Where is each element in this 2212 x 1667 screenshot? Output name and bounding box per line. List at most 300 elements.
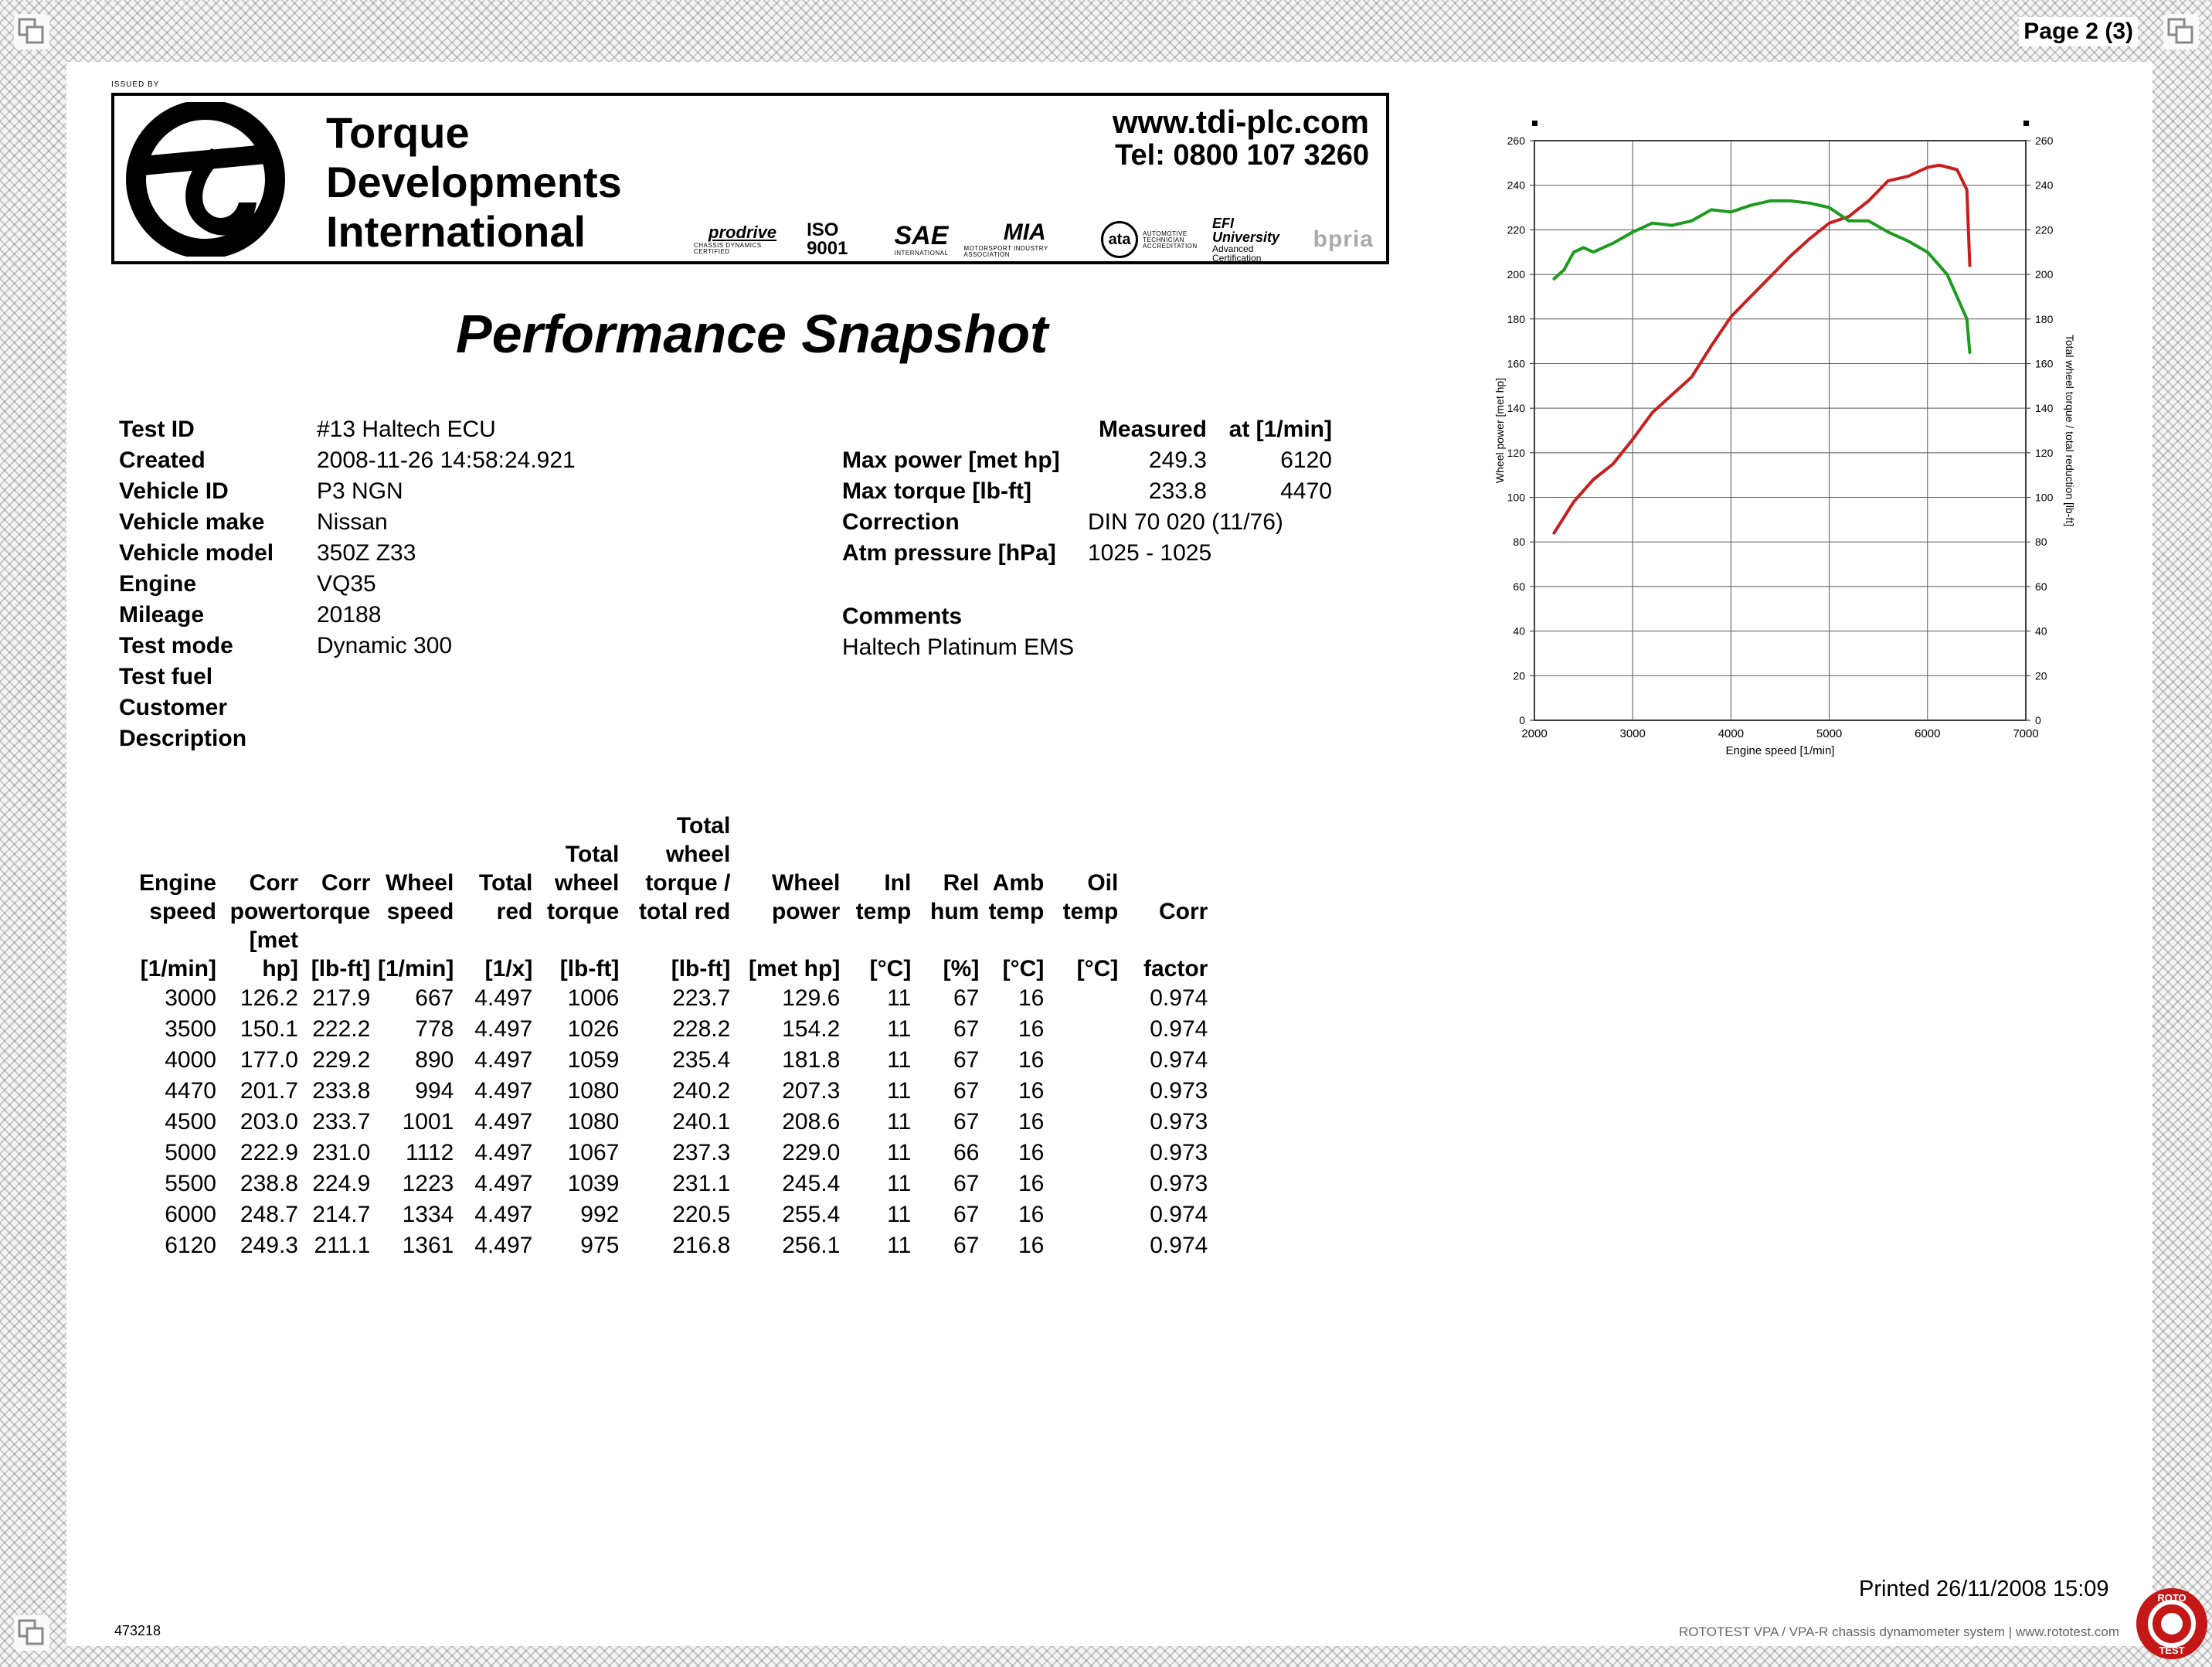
- max-power-row: Max power [met hp] 249.3 6120: [842, 447, 1332, 473]
- column-header: Corr: [249, 870, 298, 896]
- column-header: Inl: [884, 870, 912, 896]
- column-header: [1044, 811, 1118, 840]
- table-cell: 16: [1018, 1016, 1045, 1042]
- printed-timestamp: Printed 26/11/2008 15:09: [1859, 1577, 2109, 1601]
- x-tick-label: 3000: [1619, 727, 1646, 740]
- column-header: Total: [478, 870, 533, 896]
- table-cell: 4000: [165, 1047, 216, 1073]
- y2-tick-label: 220: [2035, 223, 2054, 236]
- corner-marker: [1532, 121, 1538, 126]
- table-cell: 67: [953, 1078, 980, 1104]
- column-header: [%]: [943, 956, 980, 981]
- bpria-logo: bpria: [1313, 226, 1374, 252]
- column-header: [°C]: [869, 956, 912, 981]
- table-row: [131, 1014, 1208, 1045]
- info-value: 20188: [317, 602, 382, 628]
- dyno-chart-svg: [1476, 116, 2094, 773]
- table-row: [131, 1045, 1208, 1076]
- column-header: [1/min]: [140, 956, 216, 981]
- table-cell: 16: [1018, 1171, 1045, 1196]
- info-value: #13 Haltech ECU: [317, 417, 496, 442]
- table-row: [131, 1169, 1208, 1199]
- column-header: [454, 811, 532, 840]
- y2-tick-label: 160: [2035, 357, 2054, 370]
- document-id: 473218: [110, 1621, 165, 1641]
- table-cell: 890: [415, 1047, 454, 1073]
- table-header-row: [131, 897, 1208, 926]
- table-cell: 0.973: [1150, 1109, 1208, 1135]
- info-value: VQ35: [317, 571, 376, 597]
- footer-system-text: ROTOTEST VPA / VPA-R chassis dynamometer system | www.rototest.com: [1676, 1623, 2122, 1641]
- mia-logo: MIA MOTORSPORT INDUSTRY ASSOCIATION: [963, 219, 1048, 258]
- info-row: [119, 507, 576, 538]
- info-label: Mileage: [119, 602, 205, 628]
- column-header: [840, 840, 911, 869]
- column-header: [1/x]: [484, 956, 533, 981]
- table-cell: 11: [887, 1109, 912, 1135]
- info-label: Vehicle make: [119, 509, 265, 535]
- table-cell: 3000: [165, 985, 216, 1011]
- table-cell: 126.2: [240, 985, 298, 1011]
- table-header-row: [131, 926, 1208, 983]
- table-cell: 231.1: [672, 1171, 731, 1196]
- info-label: Test ID: [119, 417, 195, 442]
- table-cell: 67: [953, 1047, 980, 1073]
- table-cell: 67: [953, 1109, 980, 1135]
- x-tick-label: 5000: [1816, 727, 1843, 740]
- column-header: [979, 840, 1044, 869]
- info-row: [119, 723, 576, 754]
- info-label: Customer: [119, 695, 228, 720]
- table-cell: 177.0: [240, 1047, 298, 1073]
- company-line-1: Torque: [326, 108, 470, 157]
- table-cell: 5000: [165, 1140, 216, 1165]
- table-row: [131, 1138, 1208, 1169]
- column-header: [911, 811, 979, 840]
- y2-tick-label: 20: [2035, 669, 2047, 682]
- table-cell: 4500: [165, 1109, 216, 1135]
- table-cell: 256.1: [782, 1233, 841, 1258]
- efi-university-logo: EFI University Advanced Certification: [1212, 216, 1280, 264]
- table-cell: 6120: [165, 1233, 216, 1258]
- page-title: Performance Snapshot: [456, 304, 1048, 364]
- column-header: [lb-ft]: [671, 956, 731, 981]
- table-cell: [1044, 1107, 1118, 1138]
- column-header: Rel: [943, 870, 980, 896]
- info-row: [119, 414, 576, 445]
- table-row: [131, 1199, 1208, 1230]
- column-header: [°C]: [1076, 956, 1119, 981]
- column-header: [370, 811, 454, 840]
- column-header: [lb-ft]: [311, 956, 371, 981]
- results-table: [131, 811, 1208, 1261]
- company-header: [111, 93, 1389, 264]
- table-cell: 11: [887, 1140, 912, 1165]
- table-cell: 203.0: [240, 1109, 298, 1135]
- measured-summary: [842, 414, 1332, 569]
- table-row: [131, 1076, 1208, 1107]
- table-cell: [1044, 1138, 1118, 1169]
- column-header: Corr: [1158, 899, 1208, 924]
- table-cell: 0.973: [1150, 1140, 1208, 1165]
- max-torque-row: Max torque [lb-ft] 233.8 4470: [842, 478, 1332, 504]
- restore-window-icon[interactable]: [14, 1615, 49, 1651]
- table-cell: 229.2: [312, 1047, 371, 1073]
- test-info: [119, 414, 576, 754]
- info-value: Dynamic 300: [317, 633, 453, 658]
- table-cell: 4.497: [474, 1140, 533, 1165]
- table-cell: 0.974: [1150, 1047, 1208, 1073]
- column-header: [216, 840, 298, 869]
- table-cell: 0.973: [1150, 1171, 1208, 1196]
- table-cell: 667: [415, 985, 454, 1011]
- y2-tick-label: 200: [2035, 268, 2054, 281]
- info-label: Engine: [119, 571, 197, 597]
- ata-logo: ata AUTOMOTIVE TECHNICIAN ACCREDITATION: [1101, 221, 1197, 258]
- table-cell: [1044, 1014, 1118, 1045]
- table-cell: 201.7: [240, 1078, 298, 1104]
- table-cell: 1112: [406, 1140, 454, 1165]
- info-value: 350Z Z33: [317, 540, 416, 566]
- table-cell: 1006: [567, 985, 620, 1011]
- table-cell: 4.497: [474, 985, 533, 1011]
- y2-tick-label: 180: [2035, 312, 2054, 325]
- table-cell: 233.8: [312, 1078, 371, 1104]
- y-tick-label: 240: [1507, 179, 1525, 192]
- table-cell: 1080: [567, 1078, 620, 1104]
- table-cell: 216.8: [672, 1233, 731, 1258]
- table-cell: 66: [953, 1140, 980, 1165]
- info-label: Test fuel: [119, 664, 213, 689]
- table-cell: 248.7: [240, 1202, 298, 1227]
- svg-text:TEST: TEST: [2159, 1645, 2185, 1656]
- table-cell: 0.974: [1150, 1202, 1208, 1227]
- y-tick-label: 140: [1507, 402, 1525, 415]
- y2-tick-label: 240: [2035, 179, 2054, 192]
- info-label: Test mode: [119, 633, 233, 658]
- y-tick-label: 80: [1513, 536, 1525, 549]
- table-cell: 1001: [402, 1109, 454, 1135]
- column-header: hum: [930, 899, 980, 924]
- table-cell: 181.8: [782, 1047, 841, 1073]
- table-cell: 0.973: [1150, 1078, 1208, 1104]
- table-cell: 0.974: [1150, 1016, 1208, 1042]
- table-cell: 222.9: [240, 1140, 298, 1165]
- column-header: [979, 811, 1044, 840]
- column-header: [730, 840, 840, 869]
- y-tick-label: 220: [1507, 223, 1525, 236]
- table-cell: 1080: [567, 1109, 620, 1135]
- table-cell: 67: [953, 1233, 980, 1258]
- y2-tick-label: 120: [2035, 446, 2054, 459]
- column-header: [216, 811, 298, 840]
- table-header-row: [131, 811, 1208, 840]
- at-rpm-header: at [1/min]: [1228, 417, 1332, 442]
- correction-row: Correction DIN 70 020 (11/76): [842, 509, 1283, 535]
- y2-tick-label: 40: [2035, 624, 2047, 638]
- company-name: [326, 108, 622, 257]
- table-cell: 249.3: [240, 1233, 298, 1258]
- column-header: Corr: [321, 870, 371, 896]
- column-header: Total: [565, 842, 620, 867]
- column-header: [1118, 811, 1208, 840]
- column-header: [1044, 840, 1118, 869]
- table-cell: 11: [887, 1016, 912, 1042]
- table-cell: 16: [1018, 985, 1045, 1011]
- table-cell: 994: [415, 1078, 454, 1104]
- table-cell: 245.4: [782, 1171, 841, 1196]
- table-cell: 235.4: [672, 1047, 731, 1073]
- column-header: [met hp]: [749, 956, 841, 981]
- table-cell: 67: [953, 1202, 980, 1227]
- column-header: wheel: [554, 870, 620, 896]
- column-header: temp: [988, 899, 1045, 924]
- table-row: [131, 1107, 1208, 1138]
- table-cell: 228.2: [672, 1016, 731, 1042]
- info-value: P3 NGN: [317, 478, 403, 504]
- tdi-logo-icon: [119, 102, 294, 257]
- prodrive-logo: prodrive CHASSIS DYNAMICS CERTIFIED: [694, 223, 777, 255]
- table-cell: 5500: [165, 1171, 216, 1196]
- table-cell: 224.9: [312, 1171, 371, 1196]
- x-axis-label: Engine speed [1/min]: [1725, 744, 1835, 757]
- table-cell: 16: [1018, 1047, 1045, 1073]
- column-header: [840, 811, 911, 840]
- column-header: [911, 840, 979, 869]
- y-tick-label: 260: [1507, 134, 1525, 147]
- column-header: temp: [1062, 899, 1119, 924]
- info-row: [119, 445, 576, 476]
- rototest-logo-icon: [2134, 1586, 2210, 1662]
- table-cell: 1026: [567, 1016, 620, 1042]
- table-cell: 11: [887, 1078, 912, 1104]
- column-header: [lb-ft]: [559, 956, 620, 981]
- table-cell: 975: [580, 1233, 620, 1258]
- y-tick-label: 200: [1507, 268, 1525, 281]
- column-header: temp: [855, 899, 912, 924]
- certification-logos: [694, 216, 1374, 264]
- table-cell: 129.6: [782, 985, 841, 1011]
- y-tick-label: 60: [1513, 580, 1525, 593]
- table-cell: 237.3: [672, 1140, 731, 1165]
- y-tick-label: 180: [1507, 312, 1525, 325]
- table-cell: 4.497: [474, 1202, 533, 1227]
- info-row: [119, 631, 576, 662]
- column-header: [298, 840, 370, 869]
- column-header: Total: [676, 813, 731, 839]
- column-header: [298, 811, 370, 840]
- info-row: [119, 538, 576, 569]
- table-cell: 16: [1018, 1233, 1045, 1258]
- table-cell: 4.497: [474, 1016, 533, 1042]
- table-cell: 16: [1018, 1109, 1045, 1135]
- column-header: torque: [298, 899, 371, 924]
- table-cell: 16: [1018, 1140, 1045, 1165]
- column-header: [730, 811, 840, 840]
- column-header: Amb: [992, 870, 1045, 896]
- table-cell: 229.0: [782, 1140, 841, 1165]
- column-header: [met hp]: [249, 927, 298, 981]
- table-cell: 16: [1018, 1202, 1045, 1227]
- y-tick-label: 100: [1507, 491, 1525, 504]
- page-number: Page 2 (3): [2019, 17, 2138, 46]
- column-header: [1/min]: [377, 956, 454, 981]
- info-row: [119, 476, 576, 507]
- sae-logo: SAE INTERNATIONAL: [894, 221, 949, 257]
- info-row: [119, 692, 576, 723]
- table-cell: 4.497: [474, 1171, 533, 1196]
- table-cell: 4.497: [474, 1109, 533, 1135]
- table-header-row: [131, 840, 1208, 869]
- column-header: [370, 840, 454, 869]
- table-cell: 1361: [402, 1233, 454, 1258]
- table-cell: 0.974: [1150, 1233, 1208, 1258]
- table-cell: 214.7: [312, 1202, 371, 1227]
- column-header: [454, 840, 532, 869]
- website-link[interactable]: www.tdi-plc.com: [1112, 104, 1369, 140]
- table-cell: 67: [953, 985, 980, 1011]
- measured-header: Measured: [1098, 417, 1207, 442]
- y2-tick-label: 80: [2035, 536, 2047, 549]
- info-value: 2008-11-26 14:58:24.921: [317, 447, 576, 473]
- company-line-2: Developments: [326, 158, 622, 206]
- column-header: power: [229, 899, 298, 924]
- table-cell: 154.2: [782, 1016, 841, 1042]
- table-cell: 233.7: [312, 1109, 371, 1135]
- y-tick-label: 0: [1519, 714, 1525, 726]
- table-cell: 1223: [402, 1171, 454, 1196]
- info-row: [119, 569, 576, 600]
- y2-axis-label: Total wheel torque / total reduction [lb-ft]: [2064, 334, 2076, 527]
- x-tick-label: 2000: [1521, 727, 1548, 740]
- corner-marker: [2023, 121, 2029, 126]
- table-cell: 211.1: [314, 1233, 371, 1258]
- table-cell: 16: [1018, 1078, 1045, 1104]
- column-header: Wheel: [385, 870, 454, 896]
- column-header: wheel: [665, 842, 731, 867]
- table-cell: 217.9: [312, 985, 371, 1011]
- table-cell: 11: [887, 1233, 912, 1258]
- column-header: Engine: [138, 870, 216, 896]
- y-tick-label: 40: [1513, 624, 1525, 638]
- column-header: speed: [149, 899, 216, 924]
- table-cell: 1039: [567, 1171, 620, 1196]
- issued-by-label: ISSUED BY: [111, 80, 160, 89]
- atm-pressure-row: Atm pressure [hPa] 1025 - 1025: [842, 540, 1212, 566]
- column-header: [131, 840, 216, 869]
- table-cell: 4.497: [474, 1047, 533, 1073]
- table-cell: 255.4: [782, 1202, 841, 1227]
- table-cell: 223.7: [672, 985, 731, 1011]
- table-cell: 240.1: [672, 1109, 731, 1135]
- table-cell: 240.2: [672, 1078, 731, 1104]
- table-cell: 67: [953, 1016, 980, 1042]
- table-cell: 992: [580, 1202, 620, 1227]
- info-label: Vehicle ID: [119, 478, 229, 504]
- table-cell: 0.974: [1150, 985, 1208, 1011]
- table-cell: [1044, 1169, 1118, 1199]
- y-axis-label: Wheel power [met hp]: [1493, 377, 1506, 484]
- table-row: [131, 1230, 1208, 1261]
- column-header: Wheel: [771, 870, 841, 896]
- table-cell: 238.8: [240, 1171, 298, 1196]
- table-row: [131, 983, 1208, 1014]
- table-cell: 11: [887, 985, 912, 1011]
- table-cell: [1044, 1076, 1118, 1107]
- table-cell: 150.1: [240, 1016, 298, 1042]
- info-row: [119, 662, 576, 692]
- table-cell: 11: [887, 1047, 912, 1073]
- table-cell: 778: [415, 1016, 454, 1042]
- y2-tick-label: 100: [2035, 491, 2054, 504]
- y-tick-label: 120: [1507, 446, 1525, 459]
- restore-window-icon[interactable]: [2163, 14, 2199, 49]
- table-cell: 11: [887, 1202, 912, 1227]
- table-header-row: [131, 869, 1208, 897]
- x-tick-label: 4000: [1718, 727, 1745, 740]
- comments-label: Comments: [842, 604, 963, 629]
- column-header: Oil: [1087, 870, 1119, 896]
- table-cell: [1044, 1199, 1118, 1230]
- table-cell: [1044, 983, 1118, 1014]
- column-header: torque: [547, 899, 620, 924]
- info-label: Vehicle model: [119, 540, 274, 566]
- plot-area: [1534, 141, 2026, 720]
- table-cell: 220.5: [672, 1202, 731, 1227]
- table-cell: [1044, 1230, 1118, 1261]
- y2-tick-label: 60: [2035, 580, 2047, 593]
- info-label: Description: [119, 726, 247, 751]
- table-cell: 4.497: [474, 1078, 533, 1104]
- y2-tick-label: 0: [2035, 714, 2041, 726]
- comments-text: Haltech Platinum EMS: [842, 634, 1075, 660]
- restore-window-icon[interactable]: [14, 14, 49, 49]
- table-cell: 207.3: [782, 1078, 841, 1104]
- table-cell: 1059: [567, 1047, 620, 1073]
- y2-tick-label: 140: [2035, 402, 2054, 415]
- column-header: power: [771, 899, 841, 924]
- column-header: [1118, 869, 1208, 897]
- dyno-chart: [1476, 116, 2094, 773]
- table-cell: 1334: [402, 1202, 454, 1227]
- company-line-3: International: [326, 207, 586, 256]
- table-cell: 4470: [165, 1078, 216, 1104]
- table-cell: 11: [887, 1171, 912, 1196]
- column-header: [°C]: [1002, 956, 1045, 981]
- column-header: total red: [638, 899, 731, 924]
- column-header: [131, 811, 216, 840]
- y-tick-label: 20: [1513, 669, 1525, 682]
- column-header: speed: [386, 899, 454, 924]
- x-tick-label: 7000: [2013, 727, 2039, 740]
- info-row: [119, 600, 576, 631]
- info-label: Created: [119, 447, 206, 473]
- table-cell: [1044, 1045, 1118, 1076]
- y2-tick-label: 260: [2035, 134, 2054, 147]
- column-header: factor: [1143, 956, 1208, 981]
- comments-section: [842, 601, 1074, 663]
- table-cell: 3500: [165, 1016, 216, 1042]
- column-header: torque /: [645, 870, 731, 896]
- table-cell: 67: [953, 1171, 980, 1196]
- table-cell: 208.6: [782, 1109, 841, 1135]
- svg-text:ROTO: ROTO: [2157, 1592, 2187, 1604]
- x-tick-label: 6000: [1915, 727, 1941, 740]
- table-cell: 4.497: [474, 1233, 533, 1258]
- table-cell: 222.2: [312, 1016, 371, 1042]
- iso-9001-logo: ISO 9001: [807, 219, 848, 259]
- y-tick-label: 160: [1507, 357, 1525, 370]
